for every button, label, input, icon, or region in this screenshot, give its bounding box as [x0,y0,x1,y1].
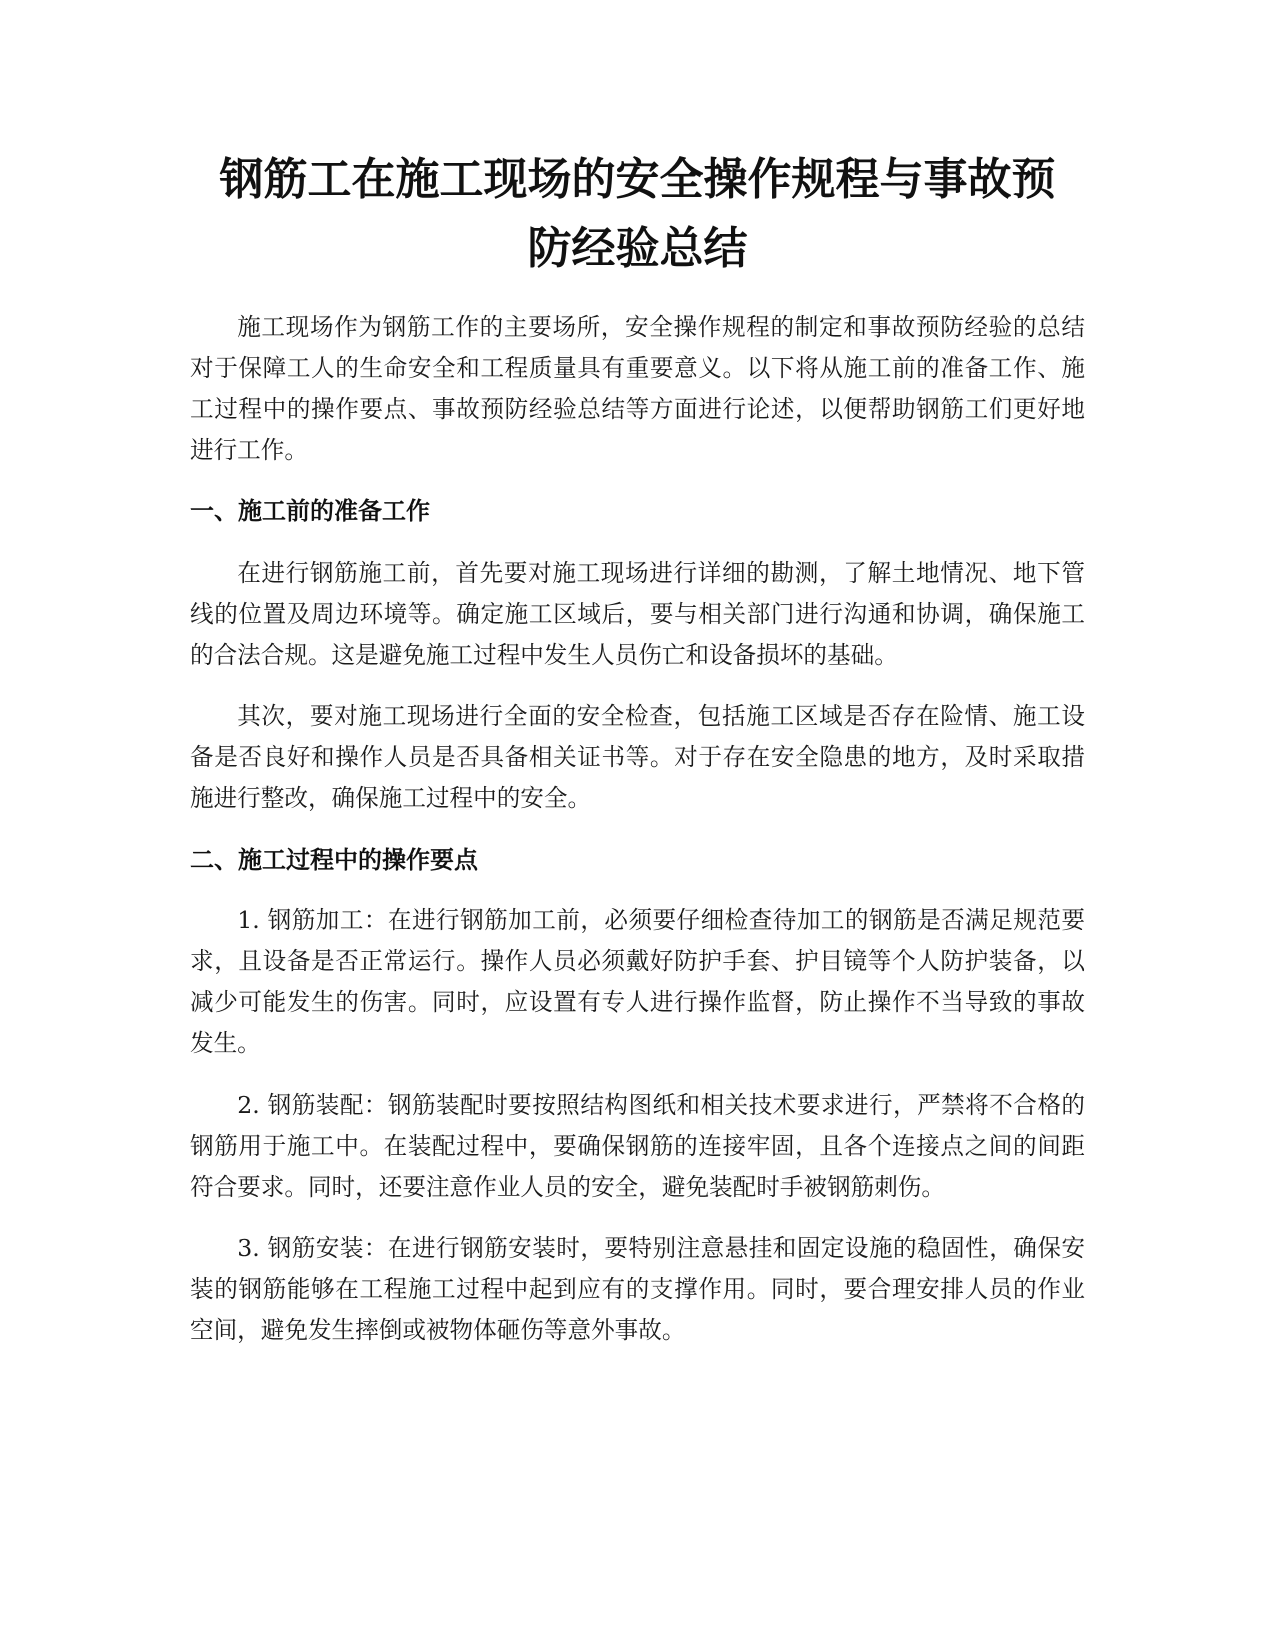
section-heading-2: 二、施工过程中的操作要点 [190,846,478,874]
section-2-paragraph-2: 2. 钢筋装配：钢筋装配时要按照结构图纸和相关技术要求进行，严禁将不合格的钢筋用于施工中。在装配过程中，要确保钢筋的连接牢固，且各个连接点之间的间距符合要求。同时，还要注意作业人员的安全，避免装配时手被钢筋刺伤。 [190,1091,1085,1201]
section-1-paragraph-1: 在进行钢筋施工前，首先要对施工现场进行详细的勘测，了解土地情况、地下管线的位置及周边环境等。确定施工区域后，要与相关部门进行沟通和协调，确保施工的合法合规。这是避免施工过程中发生人员伤亡和设备损坏的基础。 [190,559,1085,669]
document-title [180,145,1095,283]
title-line-1: 钢筋工在施工现场的安全操作规程与事故预 [219,154,1056,205]
intro-paragraph: 施工现场作为钢筋工作的主要场所，安全操作规程的制定和事故预防经验的总结对于保障工人的生命安全和工程质量具有重要意义。以下将从施工前的准备工作、施工过程中的操作要点、事故预防经验总结等方面进行论述，以便帮助钢筋工们更好地进行工作。 [190,313,1085,464]
section-2-paragraph-3: 3. 钢筋安装：在进行钢筋安装时，要特别注意悬挂和固定设施的稳固性，确保安装的钢筋能够在工程施工过程中起到应有的支撑作用。同时，要合理安排人员的作业空间，避免发生摔倒或被物体砸伤等意外事故。 [190,1234,1085,1344]
section-2-paragraph-1: 1. 钢筋加工：在进行钢筋加工前，必须要仔细检查待加工的钢筋是否满足规范要求，且设备是否正常运行。操作人员必须戴好防护手套、护目镜等个人防护装备，以减少可能发生的伤害。同时，应设置有专人进行操作监督，防止操作不当导致的事故发生。 [190,906,1085,1057]
section-1-paragraph-2: 其次，要对施工现场进行全面的安全检查，包括施工区域是否存在险情、施工设备是否良好和操作人员是否具备相关证书等。对于存在安全隐患的地方，及时采取措施进行整改，确保施工过程中的安全。 [190,702,1085,812]
section-heading-1: 一、施工前的准备工作 [190,497,430,525]
title-line-2: 防经验总结 [527,223,748,274]
